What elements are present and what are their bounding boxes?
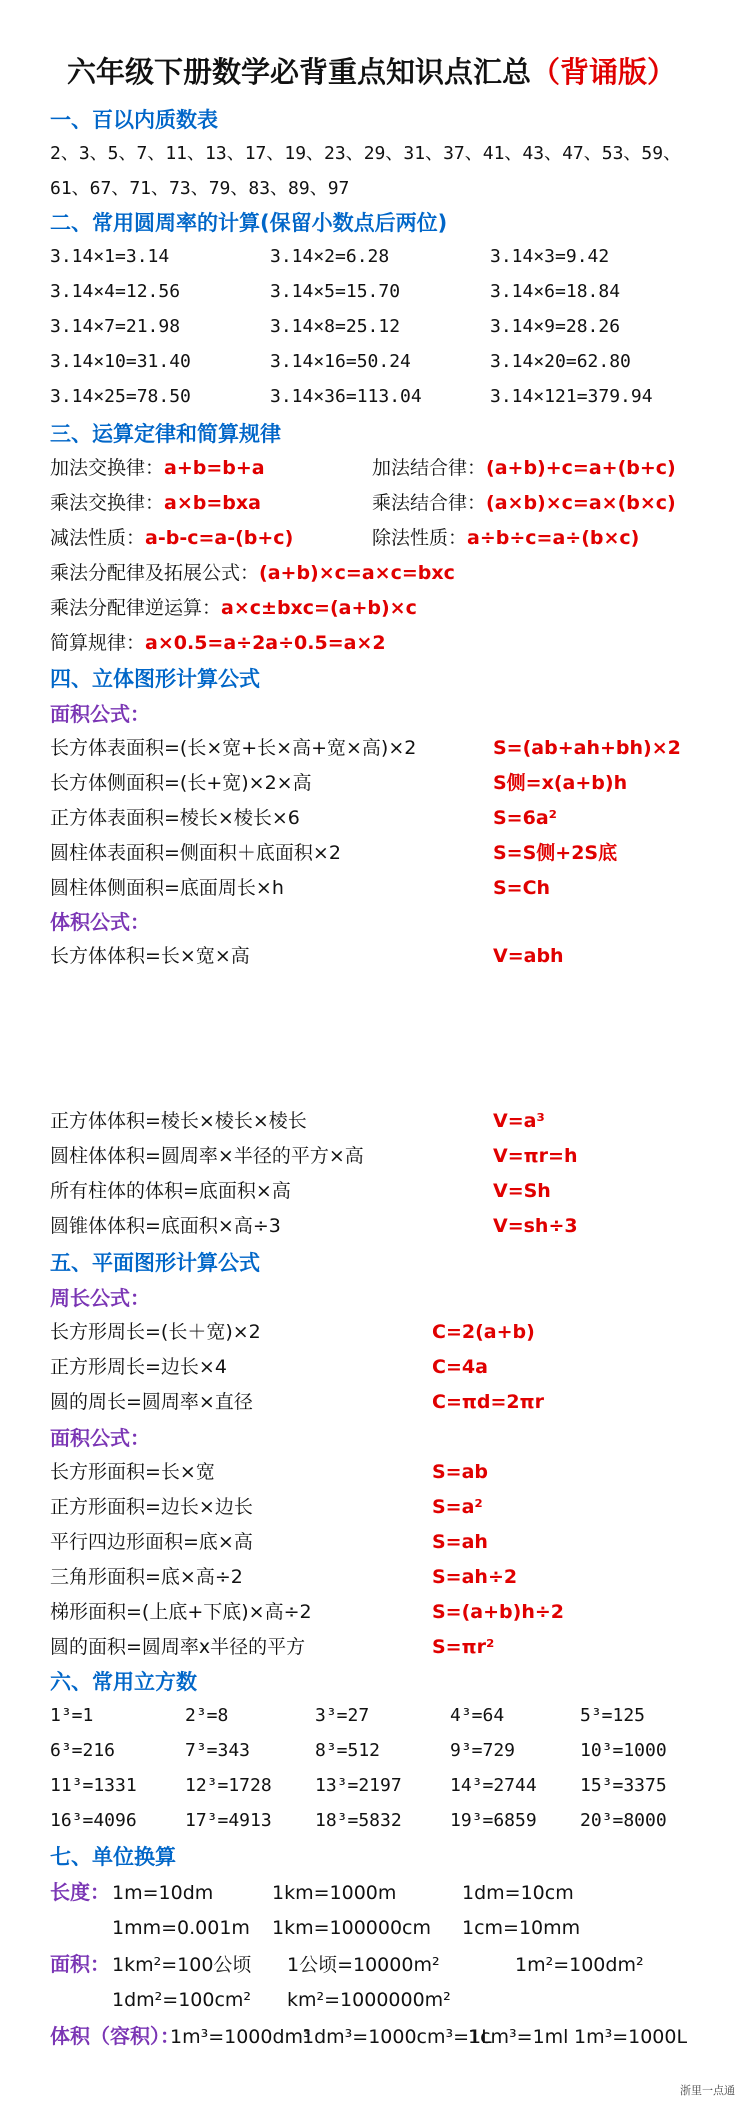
formula-label: 正方体表面积=棱长×棱长×6 bbox=[50, 807, 300, 829]
section-pi-heading: 二、常用圆周率的计算(保留小数点后两位) bbox=[50, 211, 448, 235]
cube-cell: 9³=729 bbox=[450, 1740, 516, 1761]
title-tag: （背诵版） bbox=[531, 55, 677, 89]
pi-cell: 3.14×4=12.56 bbox=[50, 281, 181, 302]
section-laws-heading: 三、运算定律和简算规律 bbox=[50, 422, 281, 446]
cube-cell: 17³=4913 bbox=[185, 1810, 272, 1831]
formula-label: 正方形周长=边长×4 bbox=[50, 1356, 227, 1378]
page-title bbox=[0, 55, 743, 89]
formula-expression: S=(a+b)h÷2 bbox=[432, 1601, 564, 1623]
law-formula: (a×b)×c=a×(b×c) bbox=[486, 492, 676, 514]
formula-expression: C=4a bbox=[432, 1356, 488, 1378]
unit-value: 1dm=10cm bbox=[462, 1882, 574, 1904]
pi-cell: 3.14×2=6.28 bbox=[270, 246, 390, 267]
pi-cell: 3.14×3=9.42 bbox=[490, 246, 610, 267]
law-formula: a+b=b+a bbox=[164, 457, 265, 479]
formula-label: 正方形面积=边长×边长 bbox=[50, 1496, 253, 1518]
pi-cell: 3.14×9=28.26 bbox=[490, 316, 621, 337]
unit-value: 1公顷=10000m² bbox=[287, 1954, 440, 1976]
formula-expression: S=ab bbox=[432, 1461, 489, 1483]
length-label: 长度： bbox=[50, 1880, 110, 1904]
unit-value: 1mm=0.001m bbox=[112, 1917, 250, 1939]
formula-label: 圆柱体侧面积=底面周长×h bbox=[50, 877, 284, 899]
law-formula: a×c±bxc=(a+b)×c bbox=[221, 597, 417, 619]
primes-line-1: 2、3、5、7、11、13、17、19、23、29、31、37、41、43、47、53、59、 bbox=[50, 143, 682, 164]
law-row bbox=[50, 529, 293, 548]
formula-label: 圆柱体体积=圆周率×半径的平方×高 bbox=[50, 1145, 364, 1167]
unit-value: 1m²=100dm² bbox=[515, 1954, 644, 1976]
formula-label: 正方体体积=棱长×棱长×棱长 bbox=[50, 1110, 307, 1132]
cube-cell: 10³=1000 bbox=[580, 1740, 667, 1761]
unit-value: 1cm=10mm bbox=[462, 1917, 581, 1939]
formula-label: 长方体侧面积=(长+宽)×2×高 bbox=[50, 772, 312, 794]
unit-value: 1dm²=100cm² bbox=[112, 1989, 252, 2011]
law-label: 简算规律： bbox=[50, 632, 146, 654]
formula-label: 圆的周长=圆周率×直径 bbox=[50, 1391, 253, 1413]
law-label: 乘法分配律逆运算： bbox=[50, 597, 222, 619]
pi-cell: 3.14×1=3.14 bbox=[50, 246, 170, 267]
footer-watermark: 浙里一点通 bbox=[680, 2084, 735, 2097]
law-row bbox=[50, 599, 417, 618]
section-plane-heading: 五、平面图形计算公式 bbox=[50, 1251, 260, 1275]
cube-cell: 13³=2197 bbox=[315, 1775, 402, 1796]
law-label: 乘法交换律： bbox=[50, 492, 165, 514]
formula-expression: V=sh÷3 bbox=[493, 1215, 578, 1237]
formula-expression: S=S侧+2S底 bbox=[493, 842, 618, 864]
law-row bbox=[50, 634, 386, 653]
pi-cell: 3.14×7=21.98 bbox=[50, 316, 181, 337]
cube-cell: 6³=216 bbox=[50, 1740, 116, 1761]
formula-expression: S=πr² bbox=[432, 1636, 495, 1658]
cube-cell: 19³=6859 bbox=[450, 1810, 537, 1831]
cube-cell: 12³=1728 bbox=[185, 1775, 272, 1796]
section-primes-heading: 一、百以内质数表 bbox=[50, 108, 218, 132]
formula-label: 平行四边形面积=底×高 bbox=[50, 1531, 253, 1553]
formula-expression: V=a³ bbox=[493, 1110, 545, 1132]
law-row bbox=[50, 459, 265, 478]
cube-cell: 11³=1331 bbox=[50, 1775, 137, 1796]
title-main: 六年级下册数学必背重点知识点汇总 bbox=[66, 55, 531, 89]
formula-expression: S=(ab+ah+bh)×2 bbox=[493, 737, 681, 759]
formula-label: 圆锥体体积=底面积×高÷3 bbox=[50, 1215, 281, 1237]
formula-label: 长方体体积=长×宽×高 bbox=[50, 945, 250, 967]
pi-cell: 3.14×121=379.94 bbox=[490, 386, 653, 407]
pi-cell: 3.14×5=15.70 bbox=[270, 281, 401, 302]
unit-value: 1km²=100公顷 bbox=[112, 1954, 252, 1976]
law-row bbox=[50, 494, 261, 513]
law-formula: (a+b)×c=a×c=bxc bbox=[259, 562, 455, 584]
formula-label: 长方体表面积=(长×宽+长×高+宽×高)×2 bbox=[50, 737, 417, 759]
formula-expression: V=πr=h bbox=[493, 1145, 578, 1167]
law-formula: a×b=bxa bbox=[164, 492, 261, 514]
law-row bbox=[372, 494, 676, 513]
formula-expression: S=a² bbox=[432, 1496, 483, 1518]
pi-cell: 3.14×10=31.40 bbox=[50, 351, 191, 372]
section-cubes-heading: 六、常用立方数 bbox=[50, 1670, 197, 1694]
formula-expression: S=ah÷2 bbox=[432, 1566, 518, 1588]
formula-expression: S=Ch bbox=[493, 877, 551, 899]
formula-label: 圆柱体表面积=侧面积＋底面积×2 bbox=[50, 842, 341, 864]
formula-expression: S=ah bbox=[432, 1531, 488, 1553]
solid-volume-subheading: 体积公式： bbox=[50, 910, 150, 934]
volume-label: 体积（容积）： bbox=[50, 2024, 180, 2048]
cube-cell: 8³=512 bbox=[315, 1740, 381, 1761]
formula-expression: S侧=x(a+b)h bbox=[493, 772, 628, 794]
law-formula: (a+b)+c=a+(b+c) bbox=[486, 457, 676, 479]
law-label: 乘法结合律： bbox=[372, 492, 487, 514]
cube-cell: 3³=27 bbox=[315, 1705, 370, 1726]
formula-label: 长方形面积=长×宽 bbox=[50, 1461, 215, 1483]
law-label: 乘法分配律及拓展公式： bbox=[50, 562, 260, 584]
formula-expression: C=πd=2πr bbox=[432, 1391, 545, 1413]
pi-cell: 3.14×20=62.80 bbox=[490, 351, 631, 372]
formula-expression: V=abh bbox=[493, 945, 564, 967]
law-label: 除法性质： bbox=[372, 527, 468, 549]
unit-value: 1m=10dm bbox=[112, 1882, 214, 1904]
law-formula: a÷b÷c=a÷(b×c) bbox=[467, 527, 640, 549]
law-label: 加法交换律： bbox=[50, 457, 165, 479]
pi-cell: 3.14×25=78.50 bbox=[50, 386, 191, 407]
law-formula: a-b-c=a-(b+c) bbox=[145, 527, 294, 549]
unit-value: 1m³=1000dm³ bbox=[170, 2026, 311, 2048]
law-row bbox=[50, 564, 455, 583]
section-units-heading: 七、单位换算 bbox=[50, 1845, 176, 1869]
cube-cell: 7³=343 bbox=[185, 1740, 251, 1761]
area-label: 面积： bbox=[50, 1952, 110, 1976]
law-formula: a×0.5=a÷2a÷0.5=a×2 bbox=[145, 632, 386, 654]
unit-value: km²=1000000m² bbox=[287, 1989, 451, 2011]
formula-expression: V=Sh bbox=[493, 1180, 551, 1202]
unit-value: 1km=1000m bbox=[272, 1882, 397, 1904]
solid-area-subheading: 面积公式： bbox=[50, 702, 150, 726]
unit-value: 1km=100000cm bbox=[272, 1917, 432, 1939]
primes-line-2: 61、67、71、73、79、83、89、97 bbox=[50, 178, 350, 199]
section-solid-heading: 四、立体图形计算公式 bbox=[50, 667, 260, 691]
cube-cell: 18³=5832 bbox=[315, 1810, 402, 1831]
cube-cell: 2³=8 bbox=[185, 1705, 229, 1726]
pi-cell: 3.14×8=25.12 bbox=[270, 316, 401, 337]
law-row bbox=[372, 459, 676, 478]
cube-cell: 16³=4096 bbox=[50, 1810, 137, 1831]
pi-cell: 3.14×6=18.84 bbox=[490, 281, 621, 302]
unit-value: 1cm³=1ml bbox=[468, 2026, 569, 2048]
cube-cell: 14³=2744 bbox=[450, 1775, 537, 1796]
cube-cell: 20³=8000 bbox=[580, 1810, 667, 1831]
plane-perimeter-subheading: 周长公式： bbox=[50, 1286, 150, 1310]
law-label: 加法结合律： bbox=[372, 457, 487, 479]
formula-expression: C=2(a+b) bbox=[432, 1321, 535, 1343]
formula-label: 圆的面积=圆周率x半径的平方 bbox=[50, 1636, 306, 1658]
cube-cell: 1³=1 bbox=[50, 1705, 94, 1726]
unit-value: 1dm³=1000cm³=1L bbox=[302, 2026, 492, 2048]
plane-area-subheading: 面积公式： bbox=[50, 1426, 150, 1450]
cube-cell: 4³=64 bbox=[450, 1705, 505, 1726]
cube-cell: 5³=125 bbox=[580, 1705, 646, 1726]
law-label: 减法性质： bbox=[50, 527, 146, 549]
formula-label: 三角形面积=底×高÷2 bbox=[50, 1566, 243, 1588]
formula-label: 长方形周长=(长＋宽)×2 bbox=[50, 1321, 261, 1343]
unit-value: 1m³=1000L bbox=[574, 2026, 688, 2048]
formula-label: 梯形面积=(上底+下底)×高÷2 bbox=[50, 1601, 312, 1623]
pi-cell: 3.14×36=113.04 bbox=[270, 386, 422, 407]
formula-label: 所有柱体的体积=底面积×高 bbox=[50, 1180, 291, 1202]
law-row bbox=[372, 529, 639, 548]
cube-cell: 15³=3375 bbox=[580, 1775, 667, 1796]
pi-cell: 3.14×16=50.24 bbox=[270, 351, 411, 372]
formula-expression: S=6a² bbox=[493, 807, 557, 829]
